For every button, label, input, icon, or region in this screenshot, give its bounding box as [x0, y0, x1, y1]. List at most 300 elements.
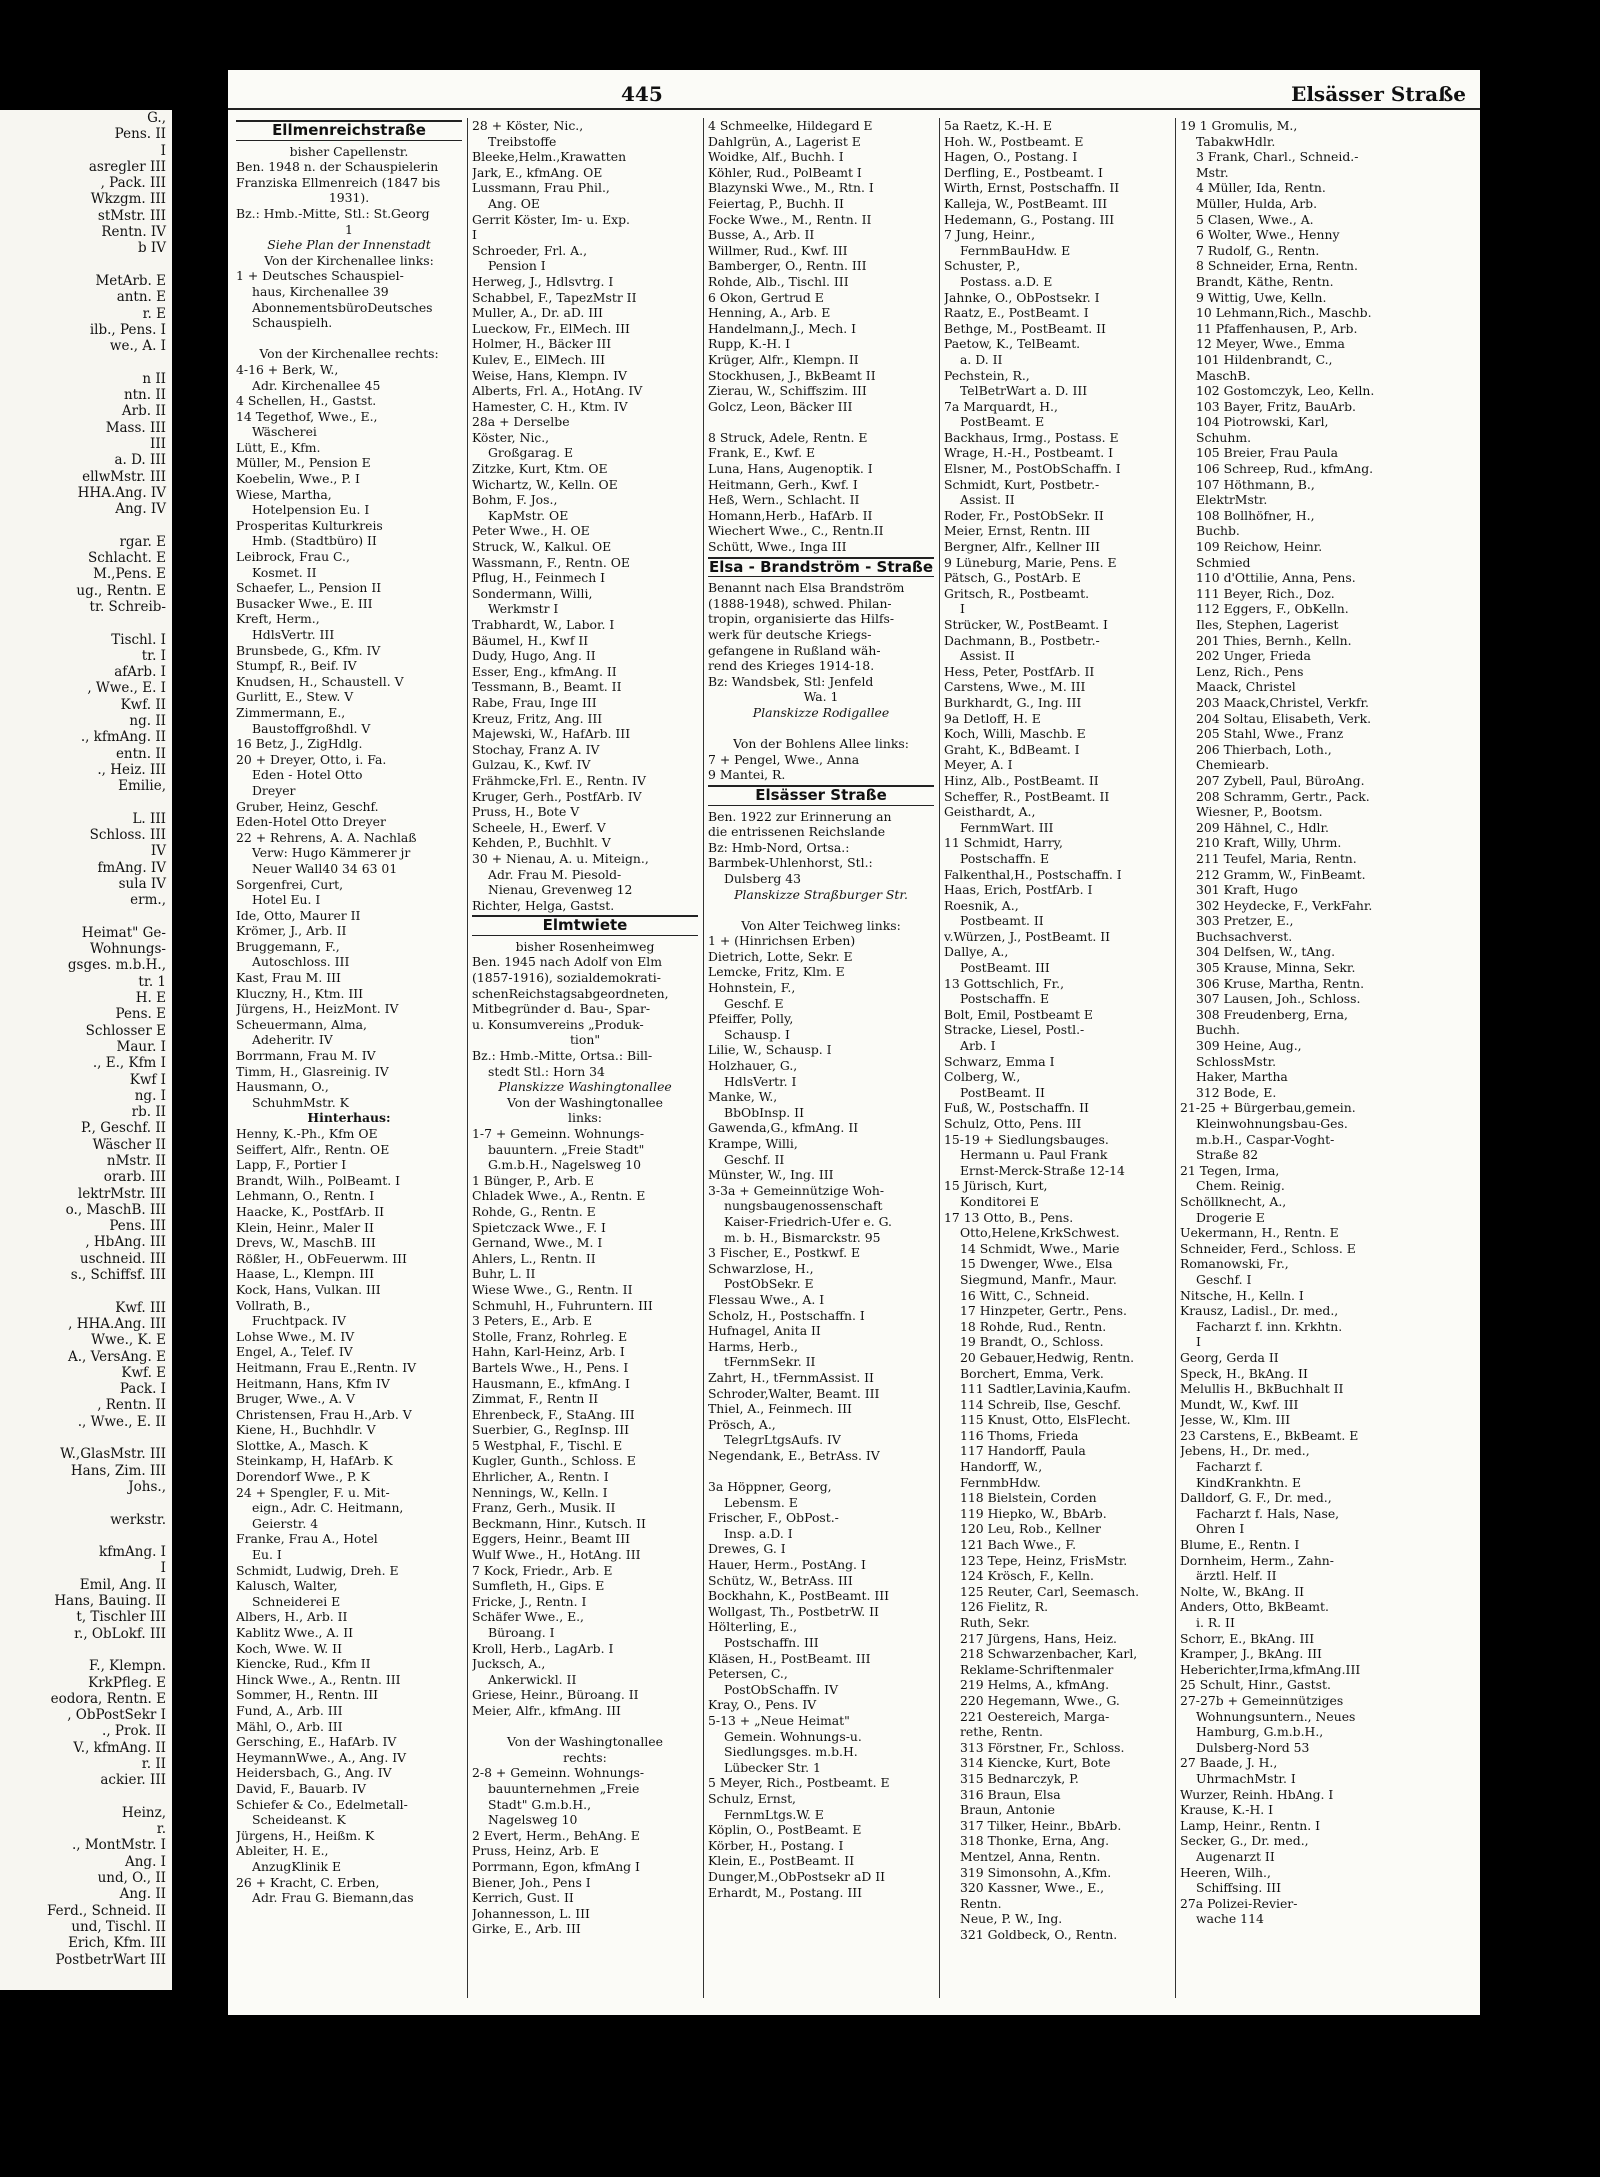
directory-entry: Kablitz Wwe., A. II: [236, 1625, 354, 1640]
directory-entry: Zimmat, F., Rentn II: [472, 1391, 599, 1407]
directory-entry: 26 + Kracht, C. Erben,: [236, 1874, 380, 1890]
directory-entry: Wiechert Wwe., C., Rentn.II: [708, 523, 884, 539]
directory-entry: Lamp, Heinr., Rentn. I: [1180, 1817, 1321, 1833]
directory-entry: 11 Schmidt, Harry,: [944, 835, 1063, 851]
directory-entry: Fuß, W., Postschaffn. II: [944, 1100, 1089, 1116]
directory-entry: bauuntern. „Freie Stadt": [488, 1141, 645, 1157]
directory-entry: 28a + Derselbe: [472, 414, 570, 430]
prev-page-line: , ObPostSekr I: [67, 1707, 166, 1724]
prev-page-line: HHA.Ang. IV: [77, 484, 166, 501]
directory-entry: Wiesner, P., Bootsm.: [1196, 804, 1323, 820]
directory-entry: 21 Tegen, Irma,: [1180, 1162, 1280, 1178]
directory-entry: Meier, Alfr., kfmAng. III: [472, 1702, 621, 1718]
directory-entry: 7a Marquardt, H.,: [944, 398, 1058, 414]
directory-entry: Drewes, G. I: [708, 1541, 786, 1557]
directory-entry: Franz, Gerh., Musik. II: [472, 1500, 616, 1516]
directory-entry: Schroeder, Frl. A.,: [472, 242, 588, 258]
prev-page-line: r. II: [141, 1755, 166, 1772]
directory-entry: Büroang. I: [488, 1625, 555, 1640]
directory-entry: Rößler, H., ObFeuerwm. III: [236, 1250, 407, 1266]
prev-page-line: Wohnungs-: [90, 941, 166, 958]
directory-entry: Hahn, Karl-Heinz, Arb. I: [472, 1344, 625, 1360]
directory-entry: Lohse Wwe., M. IV: [236, 1328, 355, 1344]
directory-entry: ärztl. Helf. II: [1196, 1568, 1277, 1584]
directory-entry: 117 Handorff, Paula: [960, 1443, 1086, 1459]
directory-entry: schenReichstagsabgeordneten,: [472, 985, 669, 1001]
directory-entry: 319 Simonsohn, A.,Kfm.: [960, 1864, 1112, 1880]
directory-entry: Braun, Antonie: [960, 1802, 1055, 1818]
directory-entry: Dudy, Hugo, Ang. II: [472, 648, 596, 664]
directory-entry: Borchert, Emma, Verk.: [960, 1365, 1104, 1381]
directory-entry: Werkmstr I: [488, 601, 559, 617]
directory-entry: 27a Polizei-Revier-: [1180, 1895, 1298, 1911]
prev-page-line: t, Tischler III: [76, 1609, 166, 1626]
column-4: [944, 118, 1170, 1942]
directory-entry: 1-7 + Gemeinn. Wohnungs-: [472, 1126, 645, 1141]
directory-entry: Kaiser-Friedrich-Ufer e. G.: [724, 1213, 892, 1229]
directory-entry: Lütt, E., Kfm.: [236, 439, 321, 455]
directory-entry: Siedlungsges. m.b.H.: [724, 1744, 858, 1760]
directory-entry: Köplin, O., PostBeamt. E: [708, 1822, 862, 1838]
prev-page-line: ntn. II: [123, 387, 166, 404]
directory-entry: Pfeiffer, Polly,: [708, 1011, 794, 1027]
directory-entry: Hamburg, G.m.b.H.,: [1196, 1724, 1324, 1740]
prev-page-line: gsges. m.b.H.,: [67, 957, 166, 974]
prev-page-line: Rentn. IV: [101, 224, 166, 241]
directory-entry: Luna, Hans, Augenoptik. I: [708, 461, 873, 477]
directory-entry: 112 Eggers, F., ObKelln.: [1196, 601, 1349, 617]
directory-entry: 218 Schwarzenbacher, Karl,: [960, 1646, 1138, 1662]
prev-page-line: Pens. E: [115, 1006, 166, 1023]
directory-entry: [708, 902, 934, 918]
prev-page-line: KrkPfleg. E: [88, 1674, 166, 1691]
prev-page-line: entn. II: [115, 745, 166, 762]
directory-entry: 15-19 + Siedlungsbauges.: [944, 1131, 1109, 1147]
prev-page-line: kfmAng. I: [99, 1544, 166, 1561]
directory-entry: Geschf. I: [1196, 1271, 1252, 1287]
prev-page-line: ., MontMstr. I: [71, 1837, 166, 1854]
directory-entry: Johannesson, L. III: [472, 1905, 590, 1921]
prev-page-line: Emil, Ang. II: [79, 1576, 166, 1593]
directory-entry: Speck, H., BkAng. II: [1180, 1365, 1308, 1381]
directory-entry: Von der Bohlens Allee links:: [733, 736, 909, 752]
prev-page-line: , Rentn. II: [97, 1397, 166, 1414]
column-divider: [1175, 118, 1176, 1998]
directory-entry: 9 Wittig, Uwe, Kelln.: [1196, 289, 1327, 305]
directory-entry: 3 Frank, Charl., Schneid.-: [1196, 149, 1359, 165]
directory-entry: Stolle, Franz, Rohrleg. E: [472, 1328, 628, 1344]
directory-entry: Krüger, Alfr., Klempn. II: [708, 351, 859, 367]
column-3: [708, 118, 934, 1900]
directory-entry: a. D. II: [960, 351, 1003, 367]
directory-entry: 107 Höthmann, B.,: [1196, 476, 1315, 492]
directory-entry: HdlsVertr. III: [252, 627, 335, 642]
directory-entry: MaschB.: [1196, 367, 1251, 383]
prev-page-line: Tischl. I: [111, 631, 166, 648]
directory-entry: 11 Pfaffenhausen, P., Arb.: [1196, 320, 1358, 336]
directory-entry: 205 Stahl, Wwe., Franz: [1196, 726, 1344, 742]
directory-entry: Feiertag, P., Buchh. II: [708, 195, 844, 211]
prev-page-line: , HbAng. III: [85, 1234, 166, 1251]
directory-entry: Geschf. E: [724, 995, 784, 1011]
prev-page-line: Schloss. III: [89, 827, 166, 844]
directory-entry: Fund, A., Arb. III: [236, 1702, 343, 1718]
directory-entry: Koebelin, Wwe., P. I: [236, 471, 360, 487]
directory-entry: Neue, P. W., Ing.: [960, 1911, 1063, 1927]
directory-entry: Schmidt, Ludwig, Dreh. E: [236, 1562, 399, 1578]
directory-entry: SchuhmMstr. K: [252, 1094, 349, 1110]
prev-page-line: Ferd., Schneid. II: [47, 1902, 166, 1919]
directory-entry: links:: [568, 1110, 602, 1126]
directory-entry: Derfling, E., Postbeamt. I: [944, 164, 1103, 180]
directory-entry: Zitzke, Kurt, Ktm. OE: [472, 461, 608, 477]
directory-entry: Petersen, C.,: [708, 1666, 788, 1682]
directory-entry: 2-8 + Gemeinn. Wohnungs-: [472, 1765, 645, 1781]
directory-entry: werk für deutsche Kriegs-: [708, 627, 872, 642]
directory-entry: 305 Krause, Minna, Sekr.: [1196, 960, 1356, 976]
directory-entry: 121 Bach Wwe., F.: [960, 1537, 1077, 1553]
directory-entry: 315 Bednarczyk, P.: [960, 1770, 1079, 1786]
directory-entry: bauunternehmen „Freie: [488, 1780, 640, 1796]
page-header: [228, 82, 1480, 110]
directory-entry: 7 Rudolf, G., Rentn.: [1196, 242, 1320, 258]
directory-entry: Stadt" G.m.b.H.,: [488, 1796, 592, 1812]
directory-entry: KapMstr. OE: [488, 507, 569, 523]
directory-entry: I: [472, 227, 477, 243]
directory-entry: Kalleja, W., PostBeamt. III: [944, 195, 1108, 211]
directory-entry: 108 Bollhöfner, H.,: [1196, 507, 1315, 523]
directory-entry: 120 Leu, Rob., Kellner: [960, 1521, 1101, 1537]
column-divider: [467, 118, 468, 1998]
directory-entry: Elsner, M., PostObSchaffn. I: [944, 461, 1121, 477]
directory-entry: Bartels Wwe., H., Pens. I: [472, 1359, 629, 1375]
directory-entry: Gulzau, K., Kwf. IV: [472, 757, 591, 773]
directory-entry: TelBetrWart a. D. III: [960, 383, 1088, 399]
prev-page-line: Hans, Bauing. II: [54, 1593, 166, 1610]
directory-entry: Schneider, Ferd., Schloss. E: [1180, 1240, 1356, 1256]
directory-entry: Kosmet. II: [252, 564, 317, 580]
prev-page-line: IV: [150, 843, 166, 860]
directory-entry: Scheuermann, Alma,: [236, 1016, 367, 1032]
directory-entry: FernmWart. III: [960, 819, 1054, 835]
prev-page-line: b IV: [137, 240, 166, 257]
directory-entry: 5-13 + „Neue Heimat": [708, 1712, 850, 1728]
prev-page-line: a. D. III: [114, 452, 166, 469]
directory-entry: 4 Schellen, H., Gastst.: [236, 393, 377, 409]
directory-entry: Kruger, Gerh., PostfArb. IV: [472, 788, 642, 804]
directory-entry: Pflug, H., Feinmech I: [472, 570, 606, 586]
directory-entry: Dulsberg-Nord 53: [1196, 1739, 1310, 1755]
directory-entry: Pechstein, R.,: [944, 367, 1030, 383]
directory-entry: Alberts, Frl. A., HotAng. IV: [472, 383, 643, 399]
directory-entry: [708, 1463, 934, 1479]
directory-entry: Backhaus, Irmg., Postass. E: [944, 429, 1119, 445]
prev-page-line: Wkzgm. III: [90, 191, 166, 208]
directory-entry: Schmied: [1196, 554, 1251, 570]
directory-entry: 9a Detloff, H. E: [944, 710, 1041, 726]
directory-entry: Hedemann, G., Postang. III: [944, 211, 1115, 227]
directory-entry: PostBeamt. III: [960, 960, 1050, 976]
directory-entry: Ehrenbeck, F., StaAng. III: [472, 1406, 635, 1422]
directory-entry: Rupp, K.-H. I: [708, 336, 791, 352]
directory-entry: Stochay, Franz A. IV: [472, 741, 600, 757]
directory-entry: Rohde, G., Rentn. E: [472, 1203, 596, 1219]
directory-entry: 104 Piotrowski, Karl,: [1196, 414, 1329, 430]
directory-entry: Pension I: [488, 258, 546, 274]
directory-entry: Holzhauer, G.,: [708, 1058, 798, 1074]
directory-entry: Prosperitas Kulturkreis: [236, 517, 383, 533]
prev-page-line: Schlacht. E: [88, 550, 166, 567]
directory-entry: Krömer, J., Arb. II: [236, 923, 347, 939]
directory-entry: Köhler, Rud., PolBeamt I: [708, 164, 862, 180]
directory-entry: Ankerwickl. II: [488, 1671, 577, 1687]
directory-entry: Meier, Ernst, Rentn. III: [944, 523, 1091, 539]
directory-entry: Focke Wwe., M., Rentn. II: [708, 211, 872, 227]
directory-entry: Leibrock, Frau C.,: [236, 549, 350, 565]
column-1: [236, 118, 462, 1906]
directory-entry: 28 + Köster, Nic.,: [472, 118, 584, 133]
directory-entry: FernmBauHdw. E: [960, 242, 1071, 258]
directory-entry: 19 Brandt, O., Schloss.: [960, 1334, 1104, 1350]
directory-entry: Busse, A., Arb. II: [708, 227, 815, 243]
directory-entry: 4 Müller, Ida, Rentn.: [1196, 180, 1326, 196]
directory-entry: Kiene, H., Buchhdlr. V: [236, 1422, 376, 1438]
directory-entry: Eggers, Heinr., Beamt III: [472, 1531, 631, 1547]
directory-entry: 3-3a + Gemeinnützige Woh-: [708, 1182, 885, 1198]
prev-page-line: eodora, Rentn. E: [50, 1690, 166, 1707]
directory-entry: Steinkamp, H, HafArb. K: [236, 1453, 393, 1469]
prev-page-line: F., Klempn.: [89, 1658, 166, 1675]
directory-entry: Von der Kirchenallee rechts:: [259, 346, 439, 362]
directory-entry: 4-16 + Berk, W.,: [236, 361, 339, 377]
prev-page-line: Kwf. II: [120, 696, 166, 713]
directory-entry: 17 13 Otto, B., Pens.: [944, 1209, 1074, 1225]
directory-entry: Dachmann, B., Postbetr.-: [944, 632, 1100, 648]
prev-page-line: Maur. I: [116, 1038, 166, 1055]
prev-page-line: Mass. III: [105, 419, 166, 436]
directory-entry: 20 + Dreyer, Otto, i. Fa.: [236, 751, 387, 767]
directory-entry: 24 + Spengler, F. u. Mit-: [236, 1484, 390, 1500]
directory-entry: Bäumel, H., Kwf II: [472, 632, 589, 648]
directory-entry: Bergner, Alfr., Kellner III: [944, 539, 1100, 555]
prev-page-line: lektrMstr. III: [77, 1185, 166, 1202]
directory-entry: Bleeke,Helm.,Krawatten: [472, 149, 627, 165]
directory-entry: Kalusch, Walter,: [236, 1578, 338, 1594]
prev-page-line: [0, 354, 172, 370]
directory-entry: Kast, Frau M. III: [236, 970, 341, 986]
directory-entry: Falkenthal,H., Postschaffn. I: [944, 866, 1122, 882]
directory-entry: Adr. Frau M. Piesold-: [488, 866, 622, 882]
directory-entry: BbObInsp. II: [724, 1104, 804, 1120]
directory-entry: Brandt, Käthe, Rentn.: [1196, 273, 1334, 289]
directory-entry: Haker, Martha: [1196, 1069, 1288, 1085]
directory-entry: (1857-1916), sozialdemokrati-: [472, 970, 661, 986]
directory-entry: Herweg, J., Hdlsvtrg. I: [472, 273, 614, 289]
running-title: Elsässer Straße: [1291, 82, 1466, 106]
directory-entry: 307 Lausen, Joh., Schloss.: [1196, 991, 1361, 1007]
prev-page-line: r., ObLokf. III: [74, 1625, 166, 1642]
directory-entry: Schmidt, Kurt, Postbetr.-: [944, 476, 1100, 492]
previous-page-edge: [0, 110, 172, 1990]
prev-page-line: PostbetrWart III: [55, 1951, 166, 1968]
directory-entry: Suerbier, G., RegInsp. III: [472, 1422, 629, 1438]
directory-entry: Handelmann,J., Mech. I: [708, 320, 856, 336]
prev-page-line: [0, 257, 172, 273]
directory-entry: 13 Gottschlich, Fr.,: [944, 975, 1065, 991]
directory-entry: Wurzer, Reinh. HbAng. I: [1180, 1786, 1334, 1802]
prev-page-line: Hans, Zim. III: [70, 1462, 166, 1479]
directory-entry: Trabhardt, W., Labor. I: [472, 617, 615, 632]
prev-page-line: tr. 1: [138, 973, 166, 990]
directory-entry: Lemcke, Fritz, Klm. E: [708, 964, 845, 980]
directory-entry: Blume, E., Rentn. I: [1180, 1537, 1300, 1553]
directory-entry: Pruss, Heinz, Arb. E: [472, 1843, 600, 1859]
directory-entry: Albers, H., Arb. II: [236, 1609, 348, 1625]
directory-entry: Chemiearb.: [1196, 757, 1270, 773]
directory-entry: Heß, Wern., Schlacht. II: [708, 492, 860, 508]
directory-entry: 118 Bielstein, Corden: [960, 1490, 1097, 1506]
directory-entry: Kerrich, Gust. II: [472, 1890, 574, 1906]
directory-entry: 116 Thoms, Frieda: [960, 1427, 1079, 1443]
prev-page-line: MetArb. E: [95, 272, 166, 289]
directory-entry: Uekermann, H., Rentn. E: [1180, 1225, 1339, 1241]
directory-entry: Stracke, Liesel, Postl.-: [944, 1022, 1085, 1038]
prev-page-line: Schlosser E: [85, 1022, 166, 1039]
prev-page-line: , Pack. III: [100, 175, 166, 192]
directory-entry: Roder, Fr., PostObSekr. II: [944, 507, 1104, 523]
prev-page-line: [0, 794, 172, 810]
prev-page-line: ellwMstr. III: [82, 468, 166, 485]
directory-entry: 2 Evert, Herm., BehAng. E: [472, 1827, 640, 1843]
directory-entry: Von der Washingtonallee: [507, 1734, 663, 1750]
directory-entry: 309 Heine, Aug.,: [1196, 1038, 1302, 1054]
directory-entry: tropin, organisierte das Hilfs-: [708, 611, 895, 627]
directory-entry: Beckmann, Hinr., Kutsch. II: [472, 1515, 646, 1531]
directory-entry: Schmuhl, H., Fuhruntern. III: [472, 1297, 653, 1313]
directory-entry: Hohnstein, F.,: [708, 980, 796, 996]
directory-entry: 3a Höppner, Georg,: [708, 1479, 832, 1495]
directory-entry: Chladek Wwe., A., Rentn. E: [472, 1188, 646, 1204]
directory-entry: Slottke, A., Masch. K: [236, 1437, 368, 1453]
directory-entry: 217 Jürgens, Hans, Heiz.: [960, 1630, 1117, 1646]
directory-entry: 306 Kruse, Martha, Rentn.: [1196, 975, 1365, 991]
directory-entry: Planskizze Straßburger Str.: [734, 886, 908, 902]
directory-entry: Haase, L., Klempn. III: [236, 1266, 374, 1282]
directory-entry: 111 Sadtler,Lavinia,Kaufm.: [960, 1381, 1131, 1397]
directory-entry: 5 Meyer, Rich., Postbeamt. E: [708, 1775, 890, 1791]
prev-page-line: afArb. I: [114, 664, 166, 681]
directory-entry: Adr. Kirchenallee 45: [252, 377, 381, 393]
directory-entry: Ahlers, L., Rentn. II: [472, 1250, 596, 1266]
directory-entry: Chem. Reinig.: [1196, 1178, 1285, 1194]
directory-entry: Otto,Helene,KrkSchwest.: [960, 1225, 1120, 1241]
directory-entry: Homann,Herb., HafArb. II: [708, 507, 873, 523]
column-2: [472, 118, 698, 1937]
directory-entry: 124 Krösch, F., Kelln.: [960, 1568, 1094, 1584]
directory-entry: Esser, Eng., kfmAng. II: [472, 663, 617, 679]
directory-entry: Augenarzt II: [1196, 1848, 1275, 1864]
directory-entry: Jark, E., kfmAng. OE: [472, 164, 603, 180]
directory-entry: Ernst-Merck-Straße 12-14: [960, 1162, 1125, 1178]
directory-entry: Henny, K.-Ph., Kfm OE: [236, 1126, 378, 1141]
directory-entry: 210 Kraft, Willy, Uhrm.: [1196, 835, 1342, 851]
directory-entry: Hauer, Herm., PostAng. I: [708, 1557, 866, 1573]
directory-entry: Gruber, Heinz, Geschf.: [236, 798, 379, 814]
directory-entry: Ben. 1922 zur Erinnerung an: [708, 808, 892, 824]
directory-entry: Adr. Frau G. Biemann,das: [252, 1890, 414, 1906]
directory-entry: FernmLtgs.W. E: [724, 1806, 824, 1822]
directory-entry: Hölterling, E.,: [708, 1619, 798, 1635]
directory-entry: Frank, E., Kwf. E: [708, 445, 816, 461]
directory-entry: Schaefer, L., Pension II: [236, 580, 382, 596]
directory-entry: 202 Unger, Frieda: [1196, 648, 1311, 664]
directory-entry: Reklame-Schriftenmaler: [960, 1661, 1114, 1677]
directory-entry: m.b.H., Caspar-Voght-: [1196, 1131, 1335, 1147]
directory-entry: Klein, Heinr., Maler II: [236, 1219, 374, 1235]
directory-entry: 204 Soltau, Elisabeth, Verk.: [1196, 710, 1372, 726]
directory-entry: 110 d'Ottilie, Anna, Pens.: [1196, 570, 1356, 586]
directory-entry: Timm, H., Glasreinig. IV: [236, 1063, 389, 1079]
directory-entry: 321 Goldbeck, O., Rentn.: [960, 1926, 1118, 1942]
directory-entry: haus, Kirchenallee 39: [252, 283, 389, 299]
prev-page-line: s., Schiffsf. III: [70, 1267, 166, 1284]
prev-page-line: [0, 1528, 172, 1544]
directory-entry: 25 Schult, Hinr., Gastst.: [1180, 1677, 1331, 1693]
directory-entry: Postbeamt. II: [960, 913, 1044, 929]
directory-entry: 30 + Nienau, A. u. Miteign.,: [472, 850, 649, 866]
directory-entry: Kugler, Gunth., Schloss. E: [472, 1453, 636, 1469]
directory-entry: Griese, Heinr., Büroang. II: [472, 1687, 639, 1703]
directory-entry: Bz: Wandsbek, Stl: Jenfeld: [708, 673, 874, 689]
directory-entry: Drogerie E: [1196, 1209, 1265, 1225]
directory-entry: Hotel Eu. I: [252, 892, 321, 908]
directory-entry: Bolt, Emil, Postbeamt E: [944, 1006, 1093, 1022]
directory-entry: Georg, Gerda II: [1180, 1349, 1279, 1365]
directory-entry: Großgarag. E: [488, 445, 574, 461]
directory-entry: Peter Wwe., H. OE: [472, 523, 590, 539]
directory-entry: Sumfleth, H., Gips. E: [472, 1578, 605, 1594]
directory-entry: 4 Schmeelke, Hildegard E: [708, 118, 873, 133]
directory-entry: Ide, Otto, Maurer II: [236, 907, 361, 923]
directory-entry: 16 Witt, C., Schneid.: [960, 1287, 1090, 1303]
directory-entry: Stumpf, R., Beif. IV: [236, 658, 357, 674]
directory-entry: I: [1196, 1334, 1201, 1350]
directory-entry: Rohde, Alb., Tischl. III: [708, 273, 849, 289]
directory-entry: Postschaffn. III: [724, 1635, 819, 1650]
directory-entry: Gernand, Wwe., M. I: [472, 1235, 603, 1251]
directory-entry: Planskizze Rodigallee: [752, 704, 890, 720]
directory-entry: Zahrt, H., tFernmAssist. II: [708, 1369, 874, 1385]
directory-entry: Nienau, Grevenweg 12: [488, 882, 633, 898]
directory-entry: Scheffer, R., PostBeamt. II: [944, 788, 1110, 804]
prev-page-line: Erich, Kfm. III: [68, 1935, 166, 1952]
directory-entry: Treibstoffe: [488, 133, 557, 149]
directory-entry: 208 Schramm, Gertr., Pack.: [1196, 788, 1370, 804]
directory-entry: Kulev, E., ElMech. III: [472, 351, 606, 367]
directory-entry: Schöllknecht, A.,: [1180, 1193, 1287, 1209]
directory-entry: Geisthardt, A.,: [944, 804, 1036, 820]
directory-entry: Sorgenfrei, Curt,: [236, 876, 344, 892]
prev-page-line: und, Tischl. II: [71, 1918, 166, 1935]
directory-entry: rethe, Rentn.: [960, 1724, 1043, 1740]
directory-entry: Gawenda,G., kfmAng. II: [708, 1120, 859, 1136]
directory-entry: Jürgens, H., Heißm. K: [236, 1827, 375, 1843]
directory-entry: Negendank, E., BetrAss. IV: [708, 1447, 880, 1463]
directory-entry: Graht, K., BdBeamt. I: [944, 741, 1080, 757]
directory-entry: Buchh.: [1196, 1022, 1240, 1038]
directory-entry: Koch, Wwe. W. II: [236, 1640, 342, 1656]
directory-entry: bisher Rosenheimweg: [515, 938, 655, 954]
